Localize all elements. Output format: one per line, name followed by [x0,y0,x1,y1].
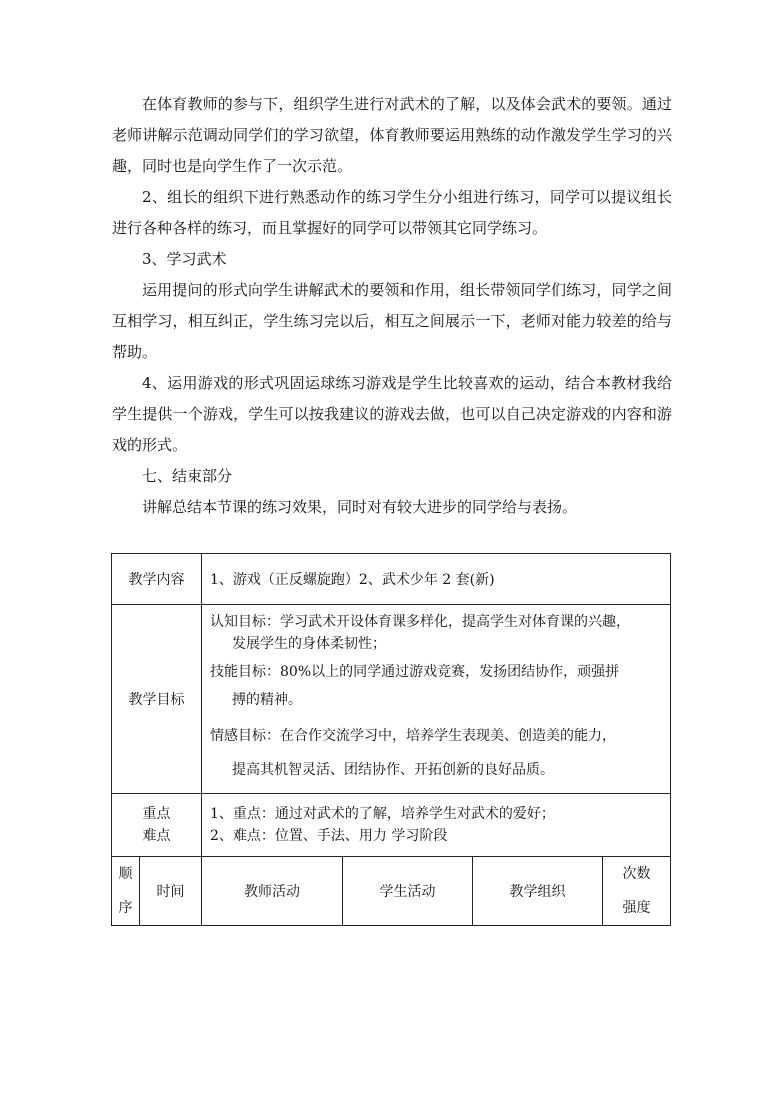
paragraph-demonstration: 在体育教师的参与下，组织学生进行对武术的了解，以及体会武术的要领。通过老师讲解示范调动同学们的学习欲望，体育教师要运用熟练的动作激发学生学习的兴趣，同时也是向学生作了一次示范。 [112,95,672,175]
key-point: 1、重点：通过对武术的了解，培养学生对武术的爱好； [210,806,555,822]
skill-goal [210,661,666,717]
key-points-cell [202,794,671,857]
paragraph-group-practice: 2、组长的组织下进行熟悉动作的练习学生分小组进行练习，同学可以提议组长进行各种各样的练习，而且掌握好的同学可以带领其它同学练习。 [112,188,672,237]
cognitive-goal-head: 认知目标：学习武术开设体育课多样化，提高学生对体育课的兴趣， [210,614,630,630]
skill-goal-tail: 搏的精神。 [232,692,302,708]
paragraph-summary: 讲解总结本节课的练习效果，同时对有较大进步的同学给与表扬。 [142,498,578,516]
skill-goal-head: 技能目标：80%以上的同学通过游戏竞赛，发扬团结协作，顽强拼 [210,664,620,680]
table-row-key-points [112,794,671,857]
heading-learn-wushu: 3、学习武术 [142,250,227,268]
header-organization: 教学组织 [473,857,603,926]
table-row-headers [112,857,671,926]
header-order-1: 顺 [118,866,133,882]
goal-label: 教学目标 [112,605,202,794]
header-time: 时间 [140,857,202,926]
header-count-intensity [603,857,671,926]
content-label: 教学内容 [112,554,202,605]
content-value: 1、游戏（正反螺旋跑）2、武术少年 2 套(新) [202,554,671,605]
header-order [112,857,140,926]
header-teacher-activity: 教师活动 [202,857,343,926]
key-label-2: 难点 [142,828,171,844]
emotion-goal-head: 情感目标：在合作交流学习中，培养学生表现美、创造美的能力， [210,728,616,744]
header-count: 次数 [622,866,651,882]
key-label [112,794,202,857]
cognitive-goal-tail: 发展学生的身体柔韧性； [232,636,386,652]
table-row-goals [112,605,671,794]
emotion-goal-tail: 提高其机智灵活、团结协作、开拓创新的良好品质。 [232,762,554,778]
heading-ending: 七、结束部分 [142,467,233,485]
header-intensity: 强度 [622,900,651,916]
header-student-activity: 学生活动 [343,857,473,926]
table-row-content [112,554,671,605]
emotion-goal [210,719,666,787]
cognitive-goal [210,611,666,655]
lesson-plan-table [111,553,671,926]
paragraph-learn-wushu: 运用提问的形式向学生讲解武术的要领和作用，组长带领同学们练习，同学之间互相学习，相互纠正，学生练习完以后，相互之间展示一下，老师对能力较差的给与帮助。 [112,281,672,361]
paragraph-game: 4、运用游戏的形式巩固运球练习游戏是学生比较喜欢的运动，结合本教材我给学生提供一个游戏，学生可以按我建议的游戏去做，也可以自己决定游戏的内容和游戏的形式。 [112,374,672,454]
key-label-1: 重点 [142,806,171,822]
difficulty: 2、难点：位置、手法、用力 学习阶段 [210,828,448,844]
header-order-2: 序 [118,900,133,916]
goal-cell [202,605,671,794]
